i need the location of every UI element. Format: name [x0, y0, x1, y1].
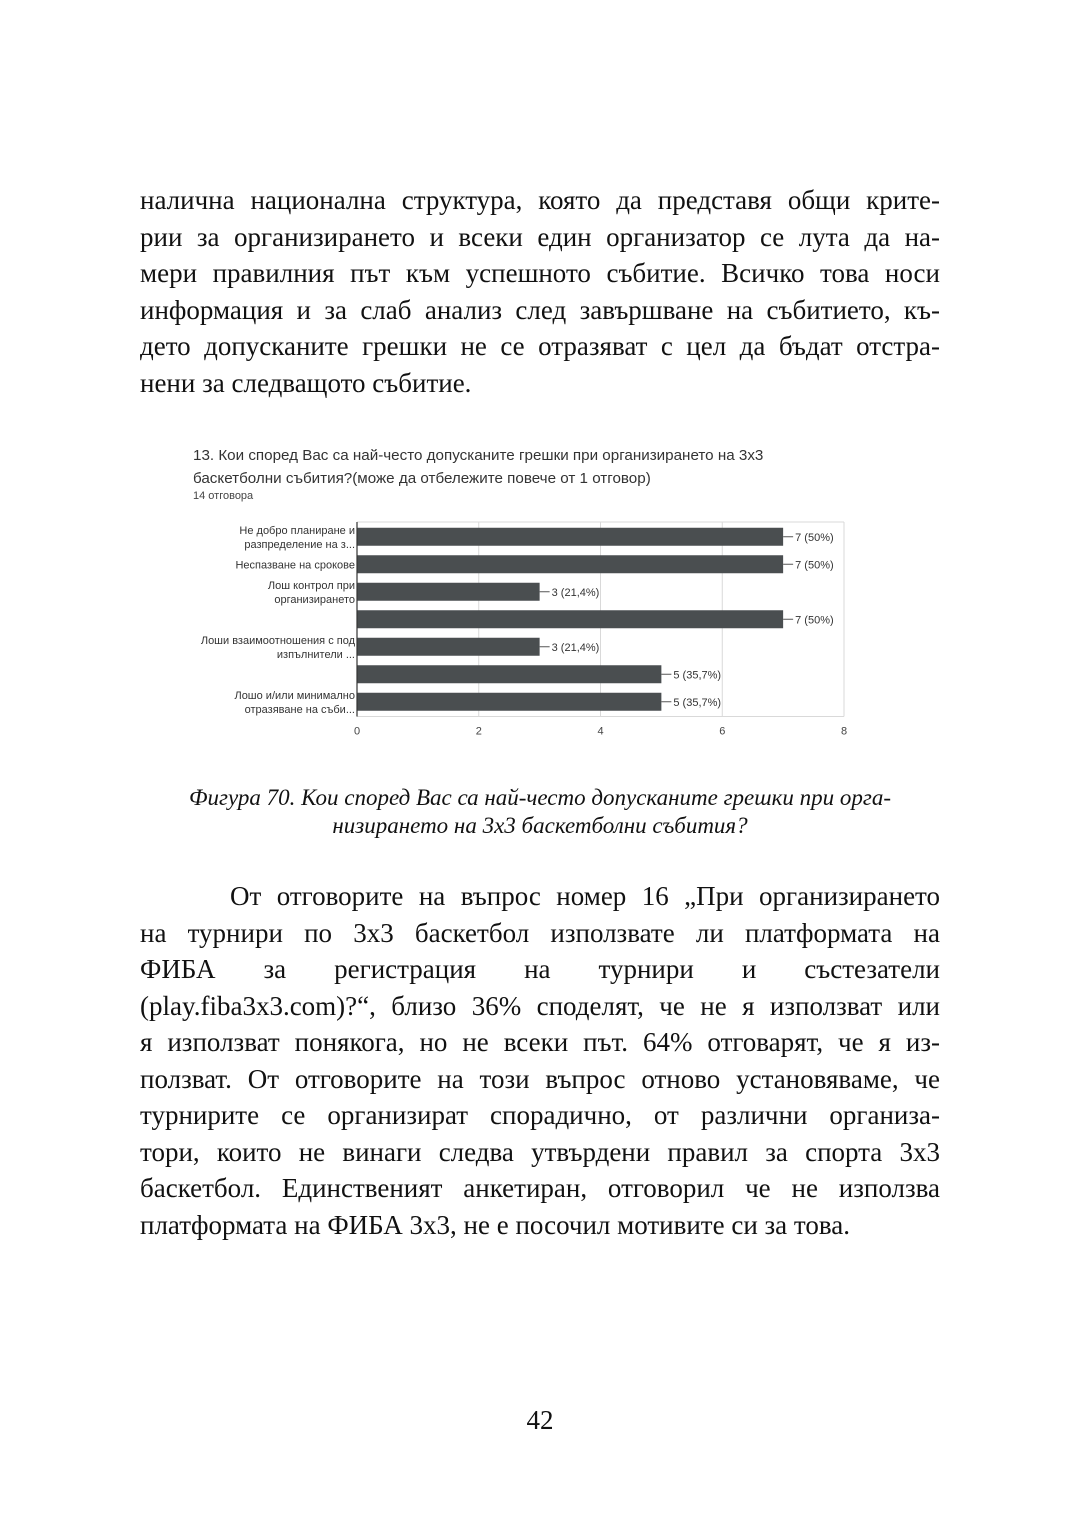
category-label: Лошо и/или минимално [234, 689, 355, 702]
bar [357, 665, 661, 683]
page-number: 42 [526, 1405, 554, 1435]
category-label: Неспазване на срокове [235, 559, 355, 572]
figure-caption [130, 784, 950, 840]
text-line: турнирите се организират спорадично, от различни организа- [140, 1100, 940, 1130]
text-line: мери правилния път към успешното събитие. Всичко това носи [140, 258, 940, 288]
category-label: разпределение на з... [244, 538, 355, 551]
paragraph-intro [140, 182, 940, 401]
chart-title [193, 444, 873, 490]
text-line: налична национална структура, която да представя общи крите- [140, 185, 940, 215]
category-label: организирането [274, 593, 355, 606]
data-label: 5 (35,7%) [673, 696, 722, 709]
paragraph-question-16 [140, 878, 940, 1243]
chart-subtitle: 14 отговора [193, 490, 254, 502]
category-label: Не добро планиране и [239, 524, 355, 537]
text-line: я използват понякога, но не всеки път. 64% отговарят, че я из- [140, 1027, 940, 1057]
data-label: 5 (35,7%) [673, 669, 722, 682]
text-line: рии за организирането и всеки един организатор се лута да на- [140, 221, 940, 252]
caption-line: низирането на 3х3 баскетболни събития? [332, 813, 748, 838]
data-label: 7 (50%) [795, 531, 834, 544]
data-label: 3 (21,4%) [551, 641, 600, 654]
x-tick-label: 2 [475, 725, 482, 738]
x-tick-label: 4 [597, 725, 604, 738]
text-line: информация и за слаб анализ след завършване на събитието, къ- [140, 294, 940, 325]
category-label: Лош контрол при [267, 579, 355, 592]
text-line: нени за следващото събитие. [140, 367, 472, 398]
x-tick-label: 0 [353, 725, 361, 738]
text-line: дето допусканите грешки не се отразяват с цел да бъдат отстра- [140, 331, 940, 361]
text-line: От отговорите на въпрос номер 16 „При организирането [230, 881, 940, 911]
data-label: 3 (21,4%) [551, 586, 600, 599]
bar [357, 583, 540, 601]
text-line: баскетбол. Единственият анкетиран, отговорил че не използва [140, 1173, 940, 1203]
bar-chart [170, 514, 870, 744]
x-tick-label: 6 [719, 725, 726, 738]
x-tick-label: 8 [840, 725, 848, 738]
text-line: ФИБА за регистрация на турнири и състезатели [140, 954, 940, 984]
text-line: ползват. От отговорите на този въпрос отново установяваме, че [140, 1063, 940, 1094]
text-line: тори, които не винаги следва утвърдени правил за спорта 3х3 [140, 1136, 940, 1167]
bar [357, 638, 540, 656]
bar [357, 693, 661, 711]
text-line: на турнири по 3х3 баскетбол използвате ли платформата на [140, 917, 940, 948]
bar [357, 555, 783, 573]
data-label: 7 (50%) [795, 559, 834, 572]
text-line: (play.fiba3x3.com)?“, близо 36% споделят, че не я използват или [140, 990, 940, 1021]
chart-title-line: 13. Кои според Вас са най-често допусканите грешки при организирането на 3х3 [193, 447, 764, 464]
category-label: изпълнители ... [276, 648, 355, 661]
caption-line: Фигура 70. Кои според Вас са най-често допусканите грешки при орга- [188, 785, 892, 810]
category-label: отразяване на съби... [244, 703, 355, 716]
bar [357, 528, 783, 546]
text-line: платформата на ФИБА 3х3, не е посочил мотивите си за това. [140, 1209, 850, 1240]
bar [357, 610, 783, 628]
chart-title-line: баскетболни събития?(може да отбележите повече от 1 отговор) [193, 470, 651, 487]
data-label: 7 (50%) [795, 614, 834, 627]
category-label: Лоши взаимоотношения с под [200, 634, 355, 647]
